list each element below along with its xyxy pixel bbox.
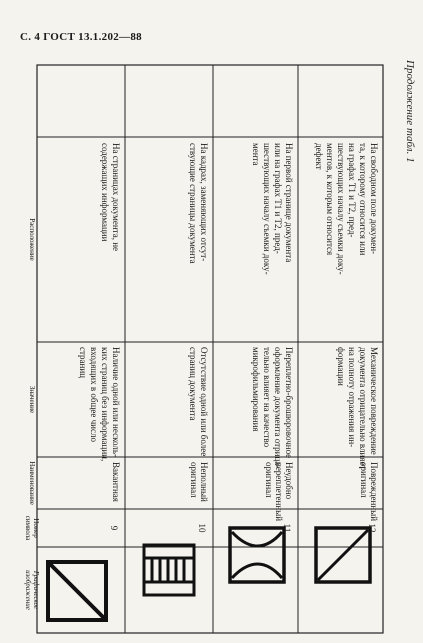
row-12-location-line: дефект xyxy=(314,143,324,170)
row-12-meaning-line: документа отрицательно влияет xyxy=(358,347,368,470)
row-11-meaning-line: микрофильмирования xyxy=(251,347,261,432)
row-12-location-line: на графах Т1 и Т2, пред- xyxy=(347,143,357,238)
row-11-location-line: На первой странице документа xyxy=(284,143,294,263)
row-9-location-line: На страницах документа, не xyxy=(111,143,121,252)
row-9-meaning xyxy=(78,347,121,461)
row-11-number-line: 11 xyxy=(282,523,292,533)
row-12-meaning-line: формации xyxy=(336,347,346,386)
row-9-location-line: содержащих информации xyxy=(100,143,110,242)
row-12-meaning-line: Механическое повреждение xyxy=(369,347,379,455)
vacant-page-symbol xyxy=(48,562,106,620)
inconvenient-original-symbol xyxy=(230,528,284,582)
row-11-name xyxy=(264,462,294,521)
column-header-1 xyxy=(24,516,40,541)
row-12-name-line: Поврежденный xyxy=(369,462,379,522)
incomplete-original-symbol xyxy=(144,545,194,595)
row-12-location-line: та, к которому относится или xyxy=(358,143,368,256)
row-12-meaning-line: на полноту отражения ин- xyxy=(347,347,357,448)
row-9-meaning-line: ких страниц без информации, xyxy=(100,347,110,462)
row-12-meaning xyxy=(336,347,379,469)
row-11-meaning-line: тельно влияет на качество xyxy=(262,347,272,448)
page-header: С. 4 ГОСТ 13.1.202—88 xyxy=(20,31,142,43)
row-9-location xyxy=(100,143,121,251)
row-12-location xyxy=(314,143,379,275)
row-12-number-line: 12 xyxy=(367,523,377,533)
column-header-0-line: изображение xyxy=(24,570,32,610)
row-12-name xyxy=(359,462,379,521)
row-10-meaning xyxy=(188,347,209,456)
row-11-meaning-line: оформление документа отрица- xyxy=(273,347,283,469)
row-10-name-line: оригинал xyxy=(189,462,199,498)
row-11-name-line: Неудобно xyxy=(284,462,294,500)
row-10-meaning-line: Отсутствие одной или более xyxy=(199,347,209,457)
column-header-2 xyxy=(28,461,36,505)
row-12-name-line: оригинал xyxy=(359,462,369,498)
column-header-4-line: Расположение xyxy=(28,218,36,261)
row-9-meaning-line: входящих в общее число xyxy=(89,347,99,442)
column-header-2-line: Наименование xyxy=(28,461,36,505)
row-11-location xyxy=(251,143,294,275)
column-header-1-line: символа xyxy=(24,515,32,541)
column-header-3-line: Значение xyxy=(28,385,36,414)
column-header-3 xyxy=(28,386,36,413)
column-header-0 xyxy=(24,570,40,610)
row-11-meaning xyxy=(251,347,294,468)
row-9-name xyxy=(111,462,121,502)
row-10-meaning-line: страниц документа xyxy=(188,347,198,421)
row-11-name-line: оригинал xyxy=(264,462,274,498)
row-10-name-line: Неполный xyxy=(199,462,209,502)
column-header-0-line: Графическое xyxy=(32,570,40,610)
damaged-original-symbol xyxy=(316,528,370,582)
row-11-location-line: мента xyxy=(251,143,261,166)
row-9-number xyxy=(109,526,119,531)
row-11-location-line: шествующих началу съемки доку- xyxy=(262,143,272,275)
row-9-number-line: 9 xyxy=(109,525,119,531)
continuation-caption: Продолжение табл. 1 xyxy=(404,60,416,163)
row-10-location xyxy=(188,143,209,264)
row-11-location-line: или на графах Т1 и Т2, пред- xyxy=(273,143,283,254)
row-10-name xyxy=(189,462,209,502)
row-10-number xyxy=(197,524,207,534)
row-9-meaning-line: Наличие одной или несколь- xyxy=(111,347,121,457)
column-header-1-line: Номер xyxy=(32,518,40,538)
row-10-number-line: 10 xyxy=(197,523,207,533)
row-10-location-line: На кадрах, заменяющих отсут- xyxy=(199,143,209,262)
row-12-location-line: На свободном поле докумен- xyxy=(369,143,379,255)
column-header-4 xyxy=(28,218,36,261)
row-11-name-line: переплетенный xyxy=(274,462,284,522)
row-11-meaning-line: Переплетно-брошюровочное xyxy=(284,347,294,459)
row-10-location-line: ствующие страницы документа xyxy=(188,143,198,264)
row-9-meaning-line: страниц xyxy=(78,347,88,378)
row-12-location-line: шествующих началу съемки доку- xyxy=(336,143,346,275)
row-12-location-line: ментов, к которым относится xyxy=(325,143,335,256)
row-9-name-line: Вакантная xyxy=(111,462,121,502)
